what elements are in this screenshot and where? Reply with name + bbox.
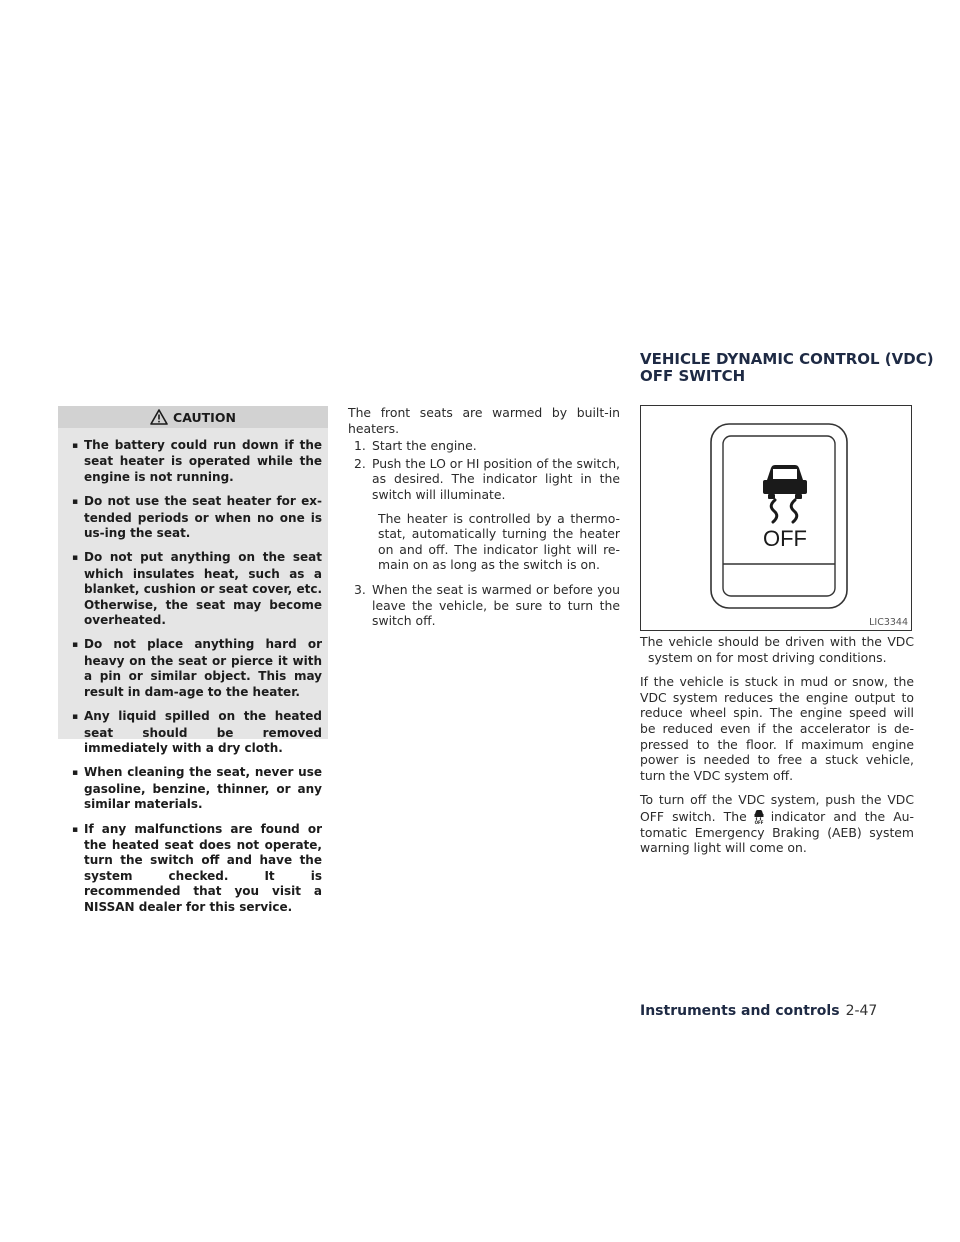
section-heading: [640, 351, 940, 385]
heater-step-3: [348, 582, 620, 629]
caution-item: ▪ If any malfunctions are found or the heated seat does not operate, turn the switch off and have the system checked. It is recommended that you visit a NISSAN dealer for this service.: [72, 822, 322, 915]
caution-item: ▪ Do not place anything hard or heavy on the seat or pierce it with a pin or similar object. This may result in dam-age to the heater.: [72, 637, 322, 700]
vdc-switch-figure: [640, 405, 912, 631]
heater-instructions: [348, 405, 620, 629]
caution-item: ▪ When cleaning the seat, never use gasoline, benzine, thinner, or any similar materials.: [72, 765, 322, 812]
section-heading-line-1: VEHICLE DYNAMIC CONTROL (VDC): [640, 350, 934, 368]
caution-item: ▪ The battery could run down if the seat heater is operated while the engine is not running.: [72, 438, 322, 485]
warning-icon: [150, 409, 168, 425]
page-footer: [640, 1000, 940, 1019]
figure-label: LIC3344: [869, 617, 908, 628]
section-heading-line-2: OFF SWITCH: [640, 367, 746, 385]
step-number: 1.: [354, 438, 366, 454]
step-text: Push the LO or HI position of the switch, as desired. The indicator light in the switch will illuminate.: [372, 455, 620, 502]
caution-list: [58, 432, 328, 915]
step-note: The heater is controlled by a thermo-stat, automatically turning the heater on and off. The indicator light will re-main on as long as the switch is on.: [378, 510, 620, 573]
vdc-paragraph-3-start: To turn off the VDC system, push the VDC OFF switch. The: [640, 792, 914, 824]
vdc-paragraph-1: The vehicle should be driven with the VDC system on for most driving conditions.: [640, 634, 914, 665]
heater-step-2: [348, 456, 620, 573]
caution-item: ▪ Do not put anything on the seat which insulates heat, such as a blanket, cushion or seat cover, etc. Otherwise, the seat may become overheated.: [72, 550, 322, 628]
vdc-paragraph-3-end: indicator and the Au-tomatic Emergency Braking (AEB) system warning light will come on.: [640, 808, 914, 856]
caution-header: [58, 406, 328, 428]
vdc-off-switch-illustration: [641, 406, 911, 630]
step-number: 2.: [354, 455, 366, 471]
switch-off-label: OFF: [763, 526, 807, 551]
step-text: Start the engine.: [372, 438, 477, 454]
heater-steps: [348, 438, 620, 629]
step-number: 3.: [354, 581, 366, 597]
footer-section-name: Instruments and controls: [640, 1003, 840, 1019]
vdc-body: [640, 634, 914, 865]
heater-intro: The front seats are warmed by built-in heaters.: [348, 405, 620, 436]
vdc-paragraph-3: [640, 792, 914, 855]
page-number: 2-47: [845, 1003, 878, 1019]
caution-item: ▪ Do not use the seat heater for ex-tended periods or when no one is us-ing the seat.: [72, 494, 322, 541]
indicator-off-text: OFF: [754, 819, 764, 824]
heater-step-1: [348, 438, 620, 454]
step-text: When the seat is warmed or before you leave the vehicle, be sure to turn the switch off.: [372, 581, 620, 629]
caution-item: ▪ Any liquid spilled on the heated seat should be removed immediately with a dry cloth.: [72, 709, 322, 756]
caution-title: CAUTION: [173, 409, 236, 425]
vdc-paragraph-2: If the vehicle is stuck in mud or snow, the VDC system reduces the engine output to reduce wheel spin. The engine speed will be reduced even if the accelerator is de-pressed to the floor. If maximum engine power is needed to free a stuck vehicle, turn the VDC system off.: [640, 674, 914, 783]
caution-box: [58, 406, 328, 914]
vdc-off-indicator-icon: [750, 808, 768, 824]
